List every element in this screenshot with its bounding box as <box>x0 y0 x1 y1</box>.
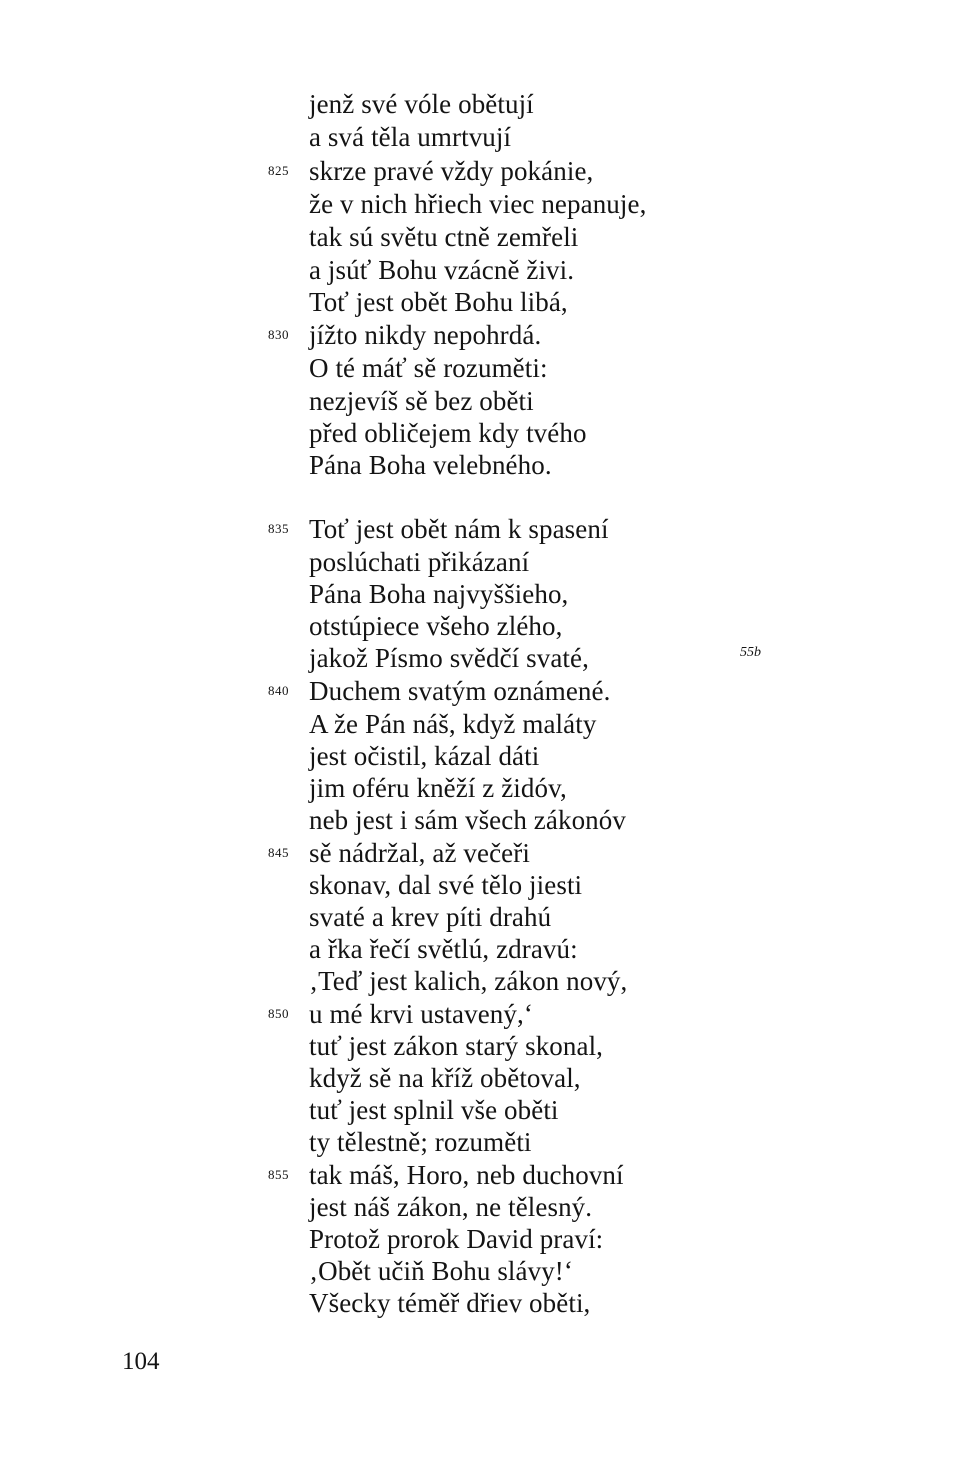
verse-line: O té máť sě rozuměti: <box>309 353 548 383</box>
verse-line: tuť jest zákon starý skonal, <box>309 1031 604 1061</box>
verse-line: Pána Boha najvyššieho, <box>309 579 569 609</box>
page-number: 104 <box>122 1348 160 1375</box>
folio-reference: 55b <box>740 645 761 660</box>
verse-line: poslúchati přikázaní <box>309 547 530 577</box>
verse-line: Toť jest obět nám k spasení <box>309 514 609 544</box>
verse-line: Protož prorok David praví: <box>309 1224 604 1254</box>
verse-line: jim oféru kněží z židóv, <box>309 773 567 803</box>
verse-line: A že Pán náš, když maláty <box>309 709 597 739</box>
verse-line: že v nich hřiech viec nepanuje, <box>309 189 647 219</box>
verse-line: a řka řečí světlú, zdravú: <box>309 934 578 964</box>
verse-line: Pána Boha velebného. <box>309 450 552 480</box>
verse-line: tak sú světu ctně zemřeli <box>309 222 579 252</box>
verse-line: jakož Písmo svědčí svaté, <box>309 643 589 673</box>
verse-line: a svá těla umrtvují <box>309 122 512 152</box>
verse-line: Toť jest obět Bohu libá, <box>309 287 568 317</box>
verse-line: Všecky téměř dřiev oběti, <box>309 1288 591 1318</box>
verse-line: skonav, dal své tělo jiesti <box>309 870 583 900</box>
verse-line: a jsúť Bohu vzácně živi. <box>309 255 575 285</box>
verse-line: tak máš, Horo, neb duchovní <box>309 1160 624 1190</box>
verse-line: když sě na kříž obětoval, <box>309 1063 581 1093</box>
verse-line: Duchem svatým oznámené. <box>309 676 611 706</box>
verse-line: jížto nikdy nepohrdá. <box>309 320 542 350</box>
verse-line: otstúpiece všeho zlého, <box>309 611 563 641</box>
line-number: 840 <box>268 683 289 698</box>
verse-line: jest náš zákon, ne tělesný. <box>309 1192 593 1222</box>
verse-line: ‚Obět učiň Bohu slávy!‘ <box>309 1256 573 1286</box>
verse-line: jenž své vóle obětují <box>309 89 534 119</box>
verse-line: neb jest i sám všech zákonóv <box>309 805 626 835</box>
verse-line: jest očistil, kázal dáti <box>309 741 540 771</box>
line-number: 825 <box>268 163 289 178</box>
verse-line: svaté a krev píti drahú <box>309 902 552 932</box>
verse-line: před obličejem kdy tvého <box>309 418 587 448</box>
line-number: 850 <box>268 1006 289 1021</box>
line-number: 855 <box>268 1167 289 1182</box>
verse-line: ty tělestně; rozuměti <box>309 1127 532 1157</box>
line-number: 835 <box>268 521 289 536</box>
verse-line: nezjevíš sě bez oběti <box>309 386 534 416</box>
line-number: 845 <box>268 845 289 860</box>
verse-line: ‚Teď jest kalich, zákon nový, <box>309 966 628 996</box>
verse-line: u mé krvi ustavený,‘ <box>309 999 533 1029</box>
verse-line: tuť jest splnil vše oběti <box>309 1095 559 1125</box>
line-number: 830 <box>268 327 289 342</box>
verse-line: sě nádržal, až večeři <box>309 838 530 868</box>
verse-line: skrze pravé vždy pokánie, <box>309 156 594 186</box>
